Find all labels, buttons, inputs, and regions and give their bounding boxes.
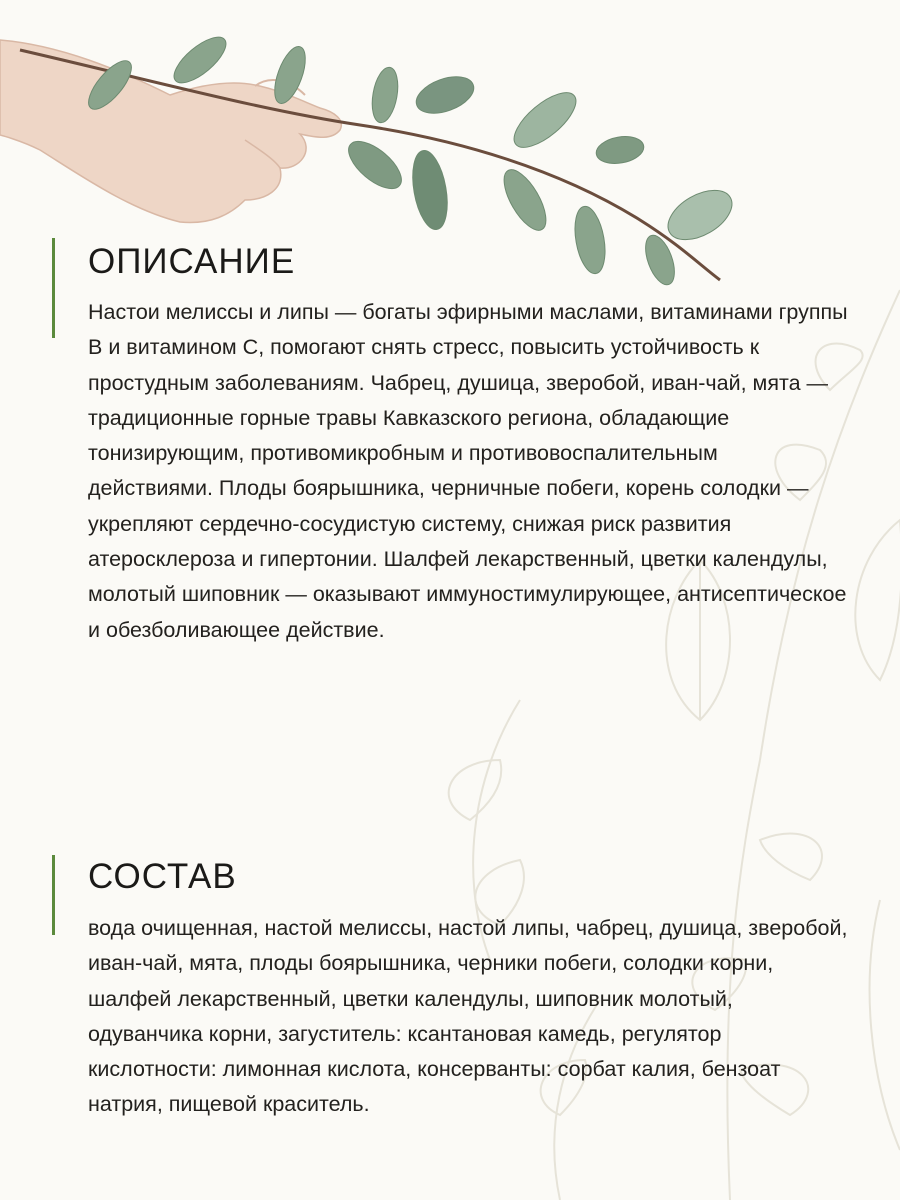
composition-section [52, 855, 848, 1175]
section-accent-bar [52, 238, 55, 338]
description-section [52, 238, 848, 768]
composition-text: вода очищенная, настой мелиссы, настой липы, чабрец, душица, зверобой, иван-чай, мята, плоды боярышника, черники побеги, солодки корни, шалфей лекарственный, цветки календулы, шиповник молотый, одуванчика корни, загуститель: ксантановая камедь, регулятор кислотности: лимонная кислота, консерванты: сорбат калия, бензоат натрия, пищевой краситель. [88, 916, 848, 1117]
description-text: Настои мелиссы и липы — богаты эфирными маслами, витаминами группы В и витамином С, помогают снять стресс, повысить устойчивость к простудным заболеваниям. Чабрец, душица, зверобой, иван-чай, мята — традиционные горные травы Кавказского региона, обладающие тонизирующим, противомикробным и противовоспалительным действиями. Плоды боярышника, черничные побеги, корень солодки — укрепляют сердечно-сосудистую систему, снижая риск развития атеросклероза и гипертонии. Шалфей лекарственный, цветки календулы, молотый шиповник — оказывают иммуностимулирующее, антисептическое и обезболивающее действие. [88, 300, 848, 642]
section-title: ОПИСАНИЕ [88, 242, 296, 281]
section-title: СОСТАВ [88, 857, 237, 896]
section-accent-bar [52, 855, 55, 935]
